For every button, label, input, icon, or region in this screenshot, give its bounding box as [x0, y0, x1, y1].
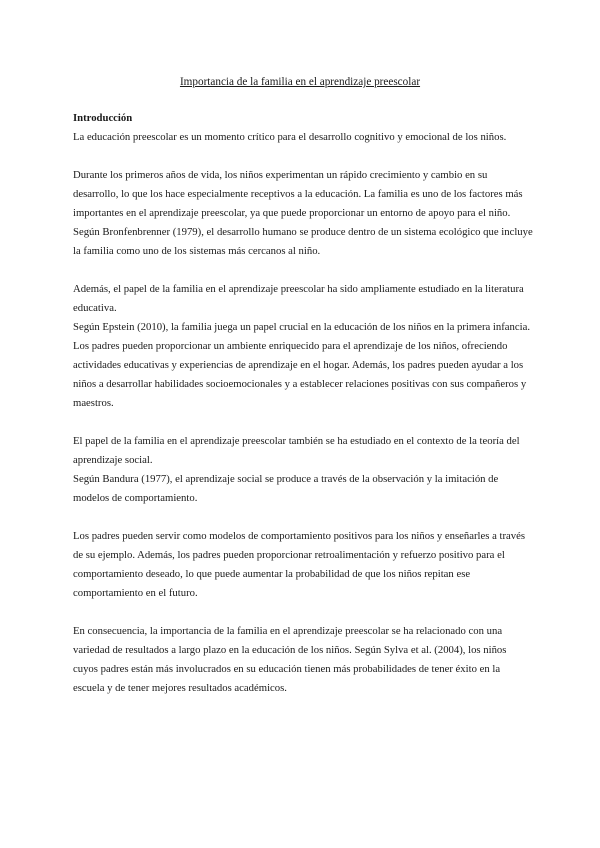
paragraph-conclusion: En consecuencia, la importancia de la familia en el aprendizaje preescolar se ha relacionado con una variedad de resultados a largo plazo en la educación de los niños. Según Sylva et al. (2004), los niños cuyos padres están más involucrados en su educación tienen más probabilidades de tener éxito en la escuela y de tener mejores resultados académicos.	[73, 625, 507, 694]
paragraph-role-models: Los padres pueden servir como modelos de comportamiento positivos para los niños y enseñarles a través de su ejemplo. Además, los padres pueden proporcionar retroalimentación y refuerzo positivo para el comportamiento deseado, lo que puede aumentar la probabilidad de que los niños repitan ese comportamiento en el futuro.	[73, 530, 526, 599]
paragraph-epstein: Según Epstein (2010), la familia juega un papel crucial en la educación de los niños en la primera infancia.	[73, 321, 531, 333]
paragraph-bronfenbrenner: Según Bronfenbrenner (1979), el desarrollo humano se produce dentro de un sistema ecológico que incluye la familia como uno de los sistemas más cercanos al niño.	[73, 226, 533, 257]
paragraph-intro: La educación preescolar es un momento crítico para el desarrollo cognitivo y emocional de los niños.	[73, 131, 507, 143]
paragraph-spacer	[73, 413, 533, 432]
section-heading: Introducción	[73, 112, 133, 124]
paragraph-spacer	[73, 508, 533, 527]
paragraph-bandura: Según Bandura (1977), el aprendizaje social se produce a través de la observación y la imitación de modelos de comportamiento.	[73, 473, 499, 504]
paragraph-parents-environment: Los padres pueden proporcionar un ambiente enriquecido para el aprendizaje de los niños, ofreciendo actividades educativas y experiencias de aprendizaje en el hogar. Además, los padres pueden ayudar a los niños a desarrollar habilidades socioemocionales y a establecer relaciones positivas con sus compañeros y maestros.	[73, 340, 527, 409]
document-title: Importancia de la familia en el aprendizaje preescolar	[179, 76, 421, 88]
paragraph-spacer	[73, 147, 533, 166]
paragraph-literature: Además, el papel de la familia en el aprendizaje preescolar ha sido ampliamente estudiado en la literatura educativa.	[73, 283, 524, 314]
document-body	[73, 109, 533, 698]
paragraph-spacer	[73, 261, 533, 280]
paragraph-early-years: Durante los primeros años de vida, los niños experimentan un rápido crecimiento y cambio en su desarrollo, lo que los hace especialmente receptivos a la educación. La familia es uno de los factores más importantes en el aprendizaje preescolar, ya que puede proporcionar un entorno de apoyo para el niño.	[73, 169, 523, 219]
paragraph-spacer	[73, 603, 533, 622]
paragraph-social-learning: El papel de la familia en el aprendizaje preescolar también se ha estudiado en el contexto de la teoría del aprendizaje social.	[73, 435, 520, 466]
